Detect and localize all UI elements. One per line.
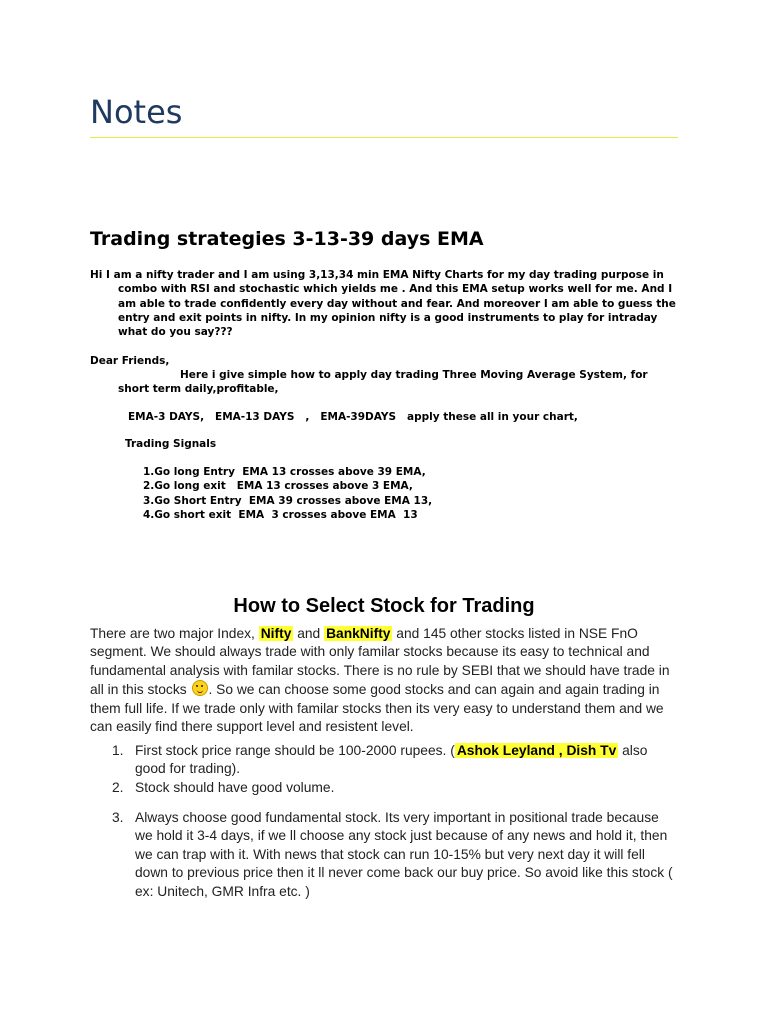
signal-item: 2.Go long exit EMA 13 crosses above 3 EMA, [143,480,413,493]
ema-settings-line: EMA-3 DAYS, EMA-13 DAYS , EMA-39DAYS apply these all in your chart, [128,411,578,423]
title-underline [90,137,678,138]
highlight-nifty: Nifty [260,626,292,641]
list-item-text: Always choose good fundamental stock. Its very important in positional trade because we hold it 3-4 days, if we ll choose any stock just because of any news and hold it, then we can trap with it. With news that stock can run 10-15% but very next day it will fell down to previous price then it ll never come back our buy price. So avoid like this stock ( ex: Unitech, GMR Infra etc. ) [135,810,673,899]
greeting-body: Here i give simple how to apply day trading Three Moving Average System, for short term daily,profitable, [118,369,648,396]
paragraph-text: and [293,626,325,641]
highlight-stock-names: Ashok Leyland , Dish Tv [456,743,617,758]
trading-signals-list [143,465,432,522]
paragraph-text: There are two major Index, [90,626,259,641]
signal-item: 1.Go long Entry EMA 13 crosses above 39 EMA, [143,466,426,478]
list-item-text: Stock should have good volume. [135,780,335,795]
list-item [90,779,680,797]
list-number: 1. [112,743,124,758]
intro-paragraph [90,268,680,339]
list-item [90,809,680,901]
signal-item: 3.Go Short Entry EMA 39 crosses above EMA 13, [143,494,433,507]
list-item [90,742,680,779]
intro-continuation: combo with RSI and stochastic which yields me . And this EMA setup works well for me. And I am able to trade confidently every day without and fear. And moreover I am able to guess the entry and exit points in nifty. In my opinion nifty is a good instruments to play for intraday what do you say??? [118,283,676,339]
stock-selection-paragraph [90,625,680,736]
section-heading-ema: Trading strategies 3-13-39 days EMA [90,228,484,250]
paragraph-text: . So we can choose some good stocks and can again and again trading in them full life. If we trade only with familar stocks then its very easy to understand them and we can easily find there support level and resistent level. [90,682,664,735]
list-number: 3. [112,810,124,825]
highlight-banknifty: BankNifty [326,626,391,641]
list-number: 2. [112,780,124,795]
list-item-text: also good for trading). [135,743,648,777]
list-item-text: First stock price range should be 100-2000 rupees. ( [135,743,455,758]
notes-title: Notes [90,93,183,131]
trading-signals-title: Trading Signals [125,438,217,450]
signal-item: 4.Go short exit EMA 3 crosses above EMA 13 [143,508,418,521]
paragraph-text: and 145 other stocks listed in NSE FnO segment. We should always trade with only familar stocks because its easy to technical and fundamental analysis with familar stocks. There is no rule by SEBI that we should have trade in all in this stocks [90,626,670,698]
smiley-emoji-icon [192,680,208,696]
section-heading-stock-selection: How to Select Stock for Trading [233,595,535,617]
intro-first-line: Hi I am a nifty trader and I am using 3,13,34 min EMA Nifty Charts for my day trading purpose in [90,269,664,281]
greeting: Dear Friends, [90,355,170,367]
